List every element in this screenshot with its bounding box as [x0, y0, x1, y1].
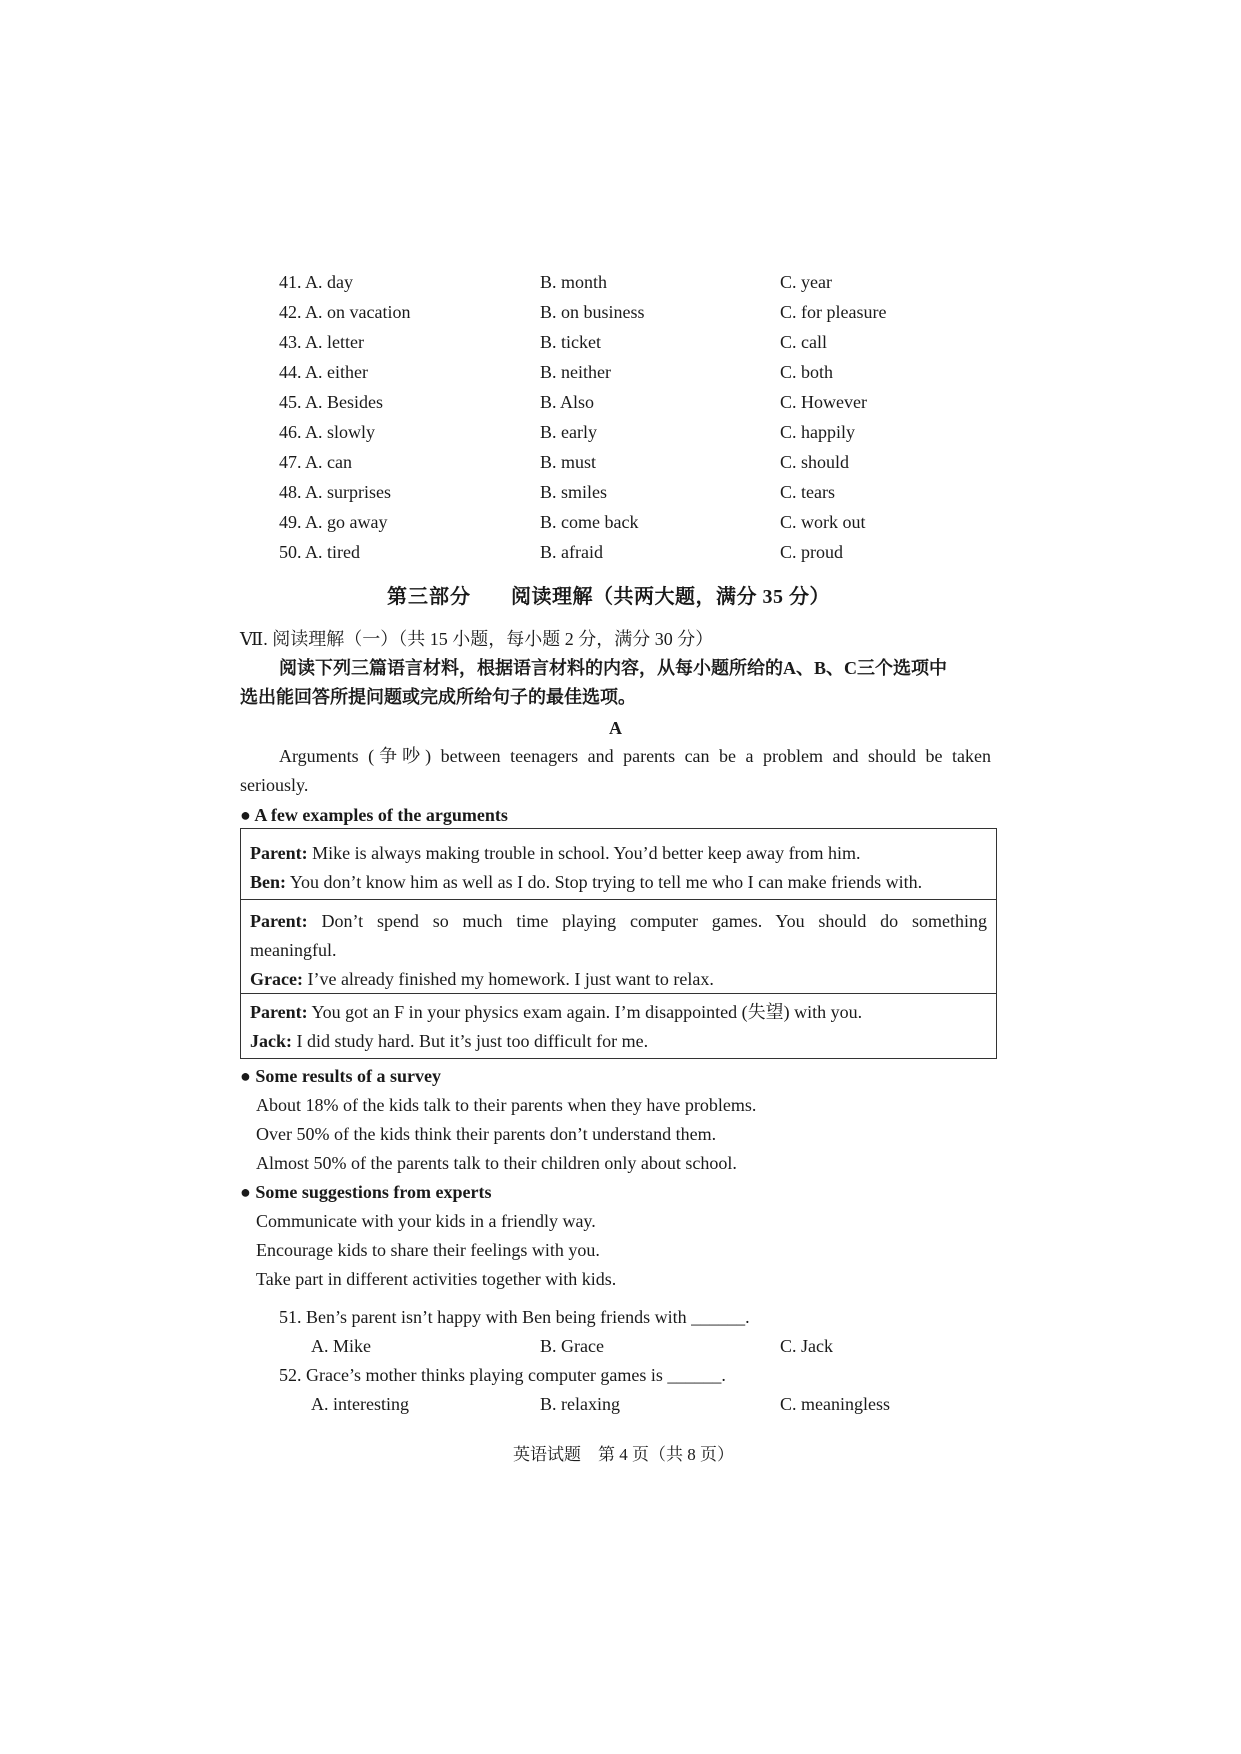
option-49-c: C. work out	[780, 512, 866, 532]
question-51-stem: 51. Ben’s parent isn’t happy with Ben being friends with ______.	[279, 1307, 750, 1327]
question-52-option-c: C. meaningless	[780, 1394, 890, 1414]
option-44-c: C. both	[780, 362, 834, 382]
option-48-b: B. smiles	[540, 482, 608, 502]
option-41-c: C. year	[780, 272, 832, 292]
option-45-c: C. However	[780, 392, 867, 412]
survey-heading: ● Some results of a survey	[240, 1066, 442, 1086]
option-44-a: 44. A. either	[279, 362, 368, 382]
option-44-b: B. neither	[540, 362, 611, 382]
passage-intro-line-2: seriously.	[240, 775, 309, 795]
option-43-c: C. call	[780, 332, 827, 352]
examples-heading: ● A few examples of the arguments	[240, 805, 508, 825]
survey-item: Almost 50% of the parents talk to their children only about school.	[256, 1153, 737, 1173]
option-48-a: 48. A. surprises	[279, 482, 392, 502]
dialogue-line: Jack: I did study hard. But it’s just too difficult for me.	[250, 1031, 649, 1051]
section7-instruction-1: 阅读下列三篇语言材料，根据语言材料的内容，从每小题所给的A、B、C三个选项中	[279, 658, 948, 678]
option-41-a: 41. A. day	[279, 272, 354, 292]
question-52-stem: 52. Grace’s mother thinks playing computer games is ______.	[279, 1365, 726, 1385]
page-footer: 英语试题 第 4 页（共 8 页）	[513, 1445, 734, 1464]
question-51-option-a: A. Mike	[311, 1336, 371, 1356]
option-42-c: C. for pleasure	[780, 302, 887, 322]
option-46-c: C. happily	[780, 422, 855, 442]
survey-item: Over 50% of the kids think their parents don’t understand them.	[256, 1124, 717, 1144]
option-50-a: 50. A. tired	[279, 542, 360, 562]
option-50-c: C. proud	[780, 542, 843, 562]
arguments-table	[240, 828, 997, 1059]
option-42-b: B. on business	[540, 302, 645, 322]
option-49-b: B. come back	[540, 512, 639, 532]
option-45-a: 45. A. Besides	[279, 392, 384, 412]
survey-item: About 18% of the kids talk to their parents when they have problems.	[256, 1095, 757, 1115]
option-45-b: B. Also	[540, 392, 595, 412]
option-47-b: B. must	[540, 452, 597, 472]
question-51-option-b: B. Grace	[540, 1336, 604, 1356]
dialogue-line: Parent: You got an F in your physics exam again. I’m disappointed (失望) with you.	[250, 1002, 863, 1022]
option-42-a: 42. A. on vacation	[279, 302, 411, 322]
suggestion-item: Take part in different activities together with kids.	[256, 1269, 617, 1289]
dialogue-2	[241, 900, 996, 994]
passage-intro-line-1: Arguments (争吵) between teenagers and parents can be a problem and should be taken	[279, 746, 991, 766]
part3-heading	[387, 580, 830, 609]
passage-label: A	[609, 718, 622, 738]
option-46-b: B. early	[540, 422, 597, 442]
question-52-option-a: A. interesting	[311, 1394, 409, 1414]
suggestion-item: Encourage kids to share their feelings with you.	[256, 1240, 600, 1260]
option-48-c: C. tears	[780, 482, 835, 502]
dialogue-1	[241, 829, 996, 900]
option-43-b: B. ticket	[540, 332, 601, 352]
option-47-c: C. should	[780, 452, 850, 472]
dialogue-3	[241, 994, 996, 1057]
option-47-a: 47. A. can	[279, 452, 352, 472]
suggestion-item: Communicate with your kids in a friendly way.	[256, 1211, 596, 1231]
part3-subtitle: 阅读理解（共两大题，满分 35 分）	[511, 586, 830, 608]
dialogue-line: Parent: Don’t spend so much time playing computer games. You should do something	[250, 911, 987, 931]
dialogue-line: Parent: Mike is always making trouble in school. You’d better keep away from him.	[250, 843, 861, 863]
suggestions-heading: ● Some suggestions from experts	[240, 1182, 492, 1202]
option-41-b: B. month	[540, 272, 608, 292]
part3-title: 第三部分	[387, 586, 471, 608]
option-46-a: 46. A. slowly	[279, 422, 376, 442]
dialogue-line: meaningful.	[250, 940, 337, 960]
option-50-b: B. afraid	[540, 542, 603, 562]
section7-instruction-2: 选出能回答所提问题或完成所给句子的最佳选项。	[240, 687, 636, 707]
dialogue-line: Ben: You don’t know him as well as I do. Stop trying to tell me who I can make friends with.	[250, 872, 923, 892]
question-52-option-b: B. relaxing	[540, 1394, 620, 1414]
section7-heading: Ⅶ. 阅读理解（一）（共 15 小题，每小题 2 分，满分 30 分）	[240, 629, 714, 649]
dialogue-line: Grace: I’ve already finished my homework. I just want to relax.	[250, 969, 714, 989]
option-43-a: 43. A. letter	[279, 332, 364, 352]
question-51-option-c: C. Jack	[780, 1336, 833, 1356]
option-49-a: 49. A. go away	[279, 512, 388, 532]
